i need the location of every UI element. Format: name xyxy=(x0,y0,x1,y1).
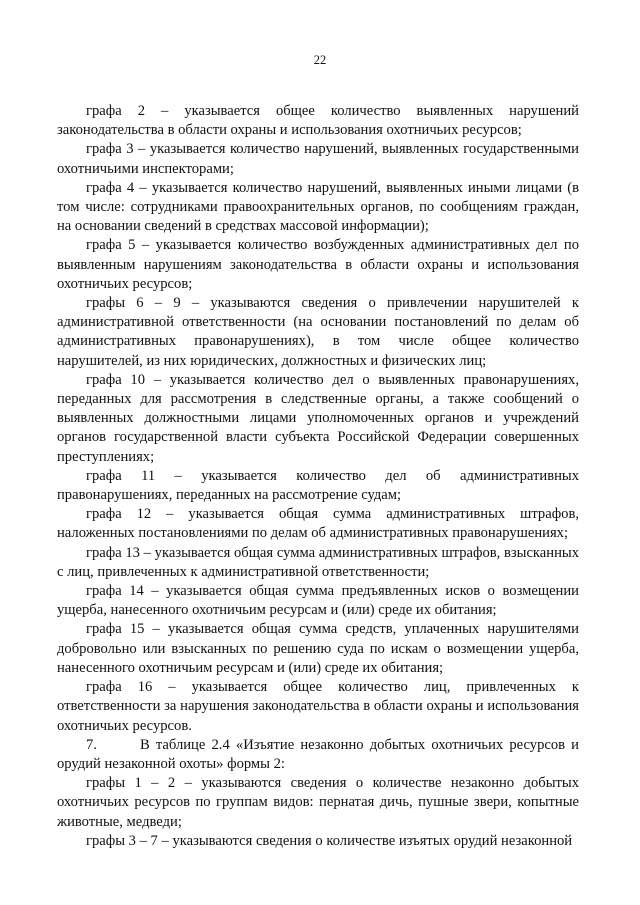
paragraph-graph-15: графа 15 – указывается общая сумма средств, уплаченных нарушителями добровольно или взысканных по решению суда по искам о возмещении ущерба, нанесенного охотничьим ресурсам и (или) среде их обитания; xyxy=(57,621,579,676)
document-body xyxy=(57,102,579,851)
paragraph-graphs-6-9: графы 6 – 9 – указываются сведения о привлечении нарушителей к административной ответственности (на основании постановлений по делам об административных правонарушениях), в том числе общее количество нарушителей, из них юридических, должностных и физических лиц; xyxy=(57,295,579,369)
paragraph-graph-4: графа 4 – указывается количество нарушений, выявленных иными лицами (в том числе: сотрудниками правоохранительных органов, по сообщениям граждан, на основании сведений в средствах массовой информации); xyxy=(57,179,579,235)
page-number: 22 xyxy=(313,53,327,67)
section-7-heading: 7. В таблице 2.4 «Изъятие незаконно добытых охотничьих ресурсов и орудий незаконной охоты» формы 2: xyxy=(57,736,579,772)
paragraph-graph-3: графа 3 – указывается количество нарушений, выявленных государственными охотничьими инспекторами; xyxy=(57,141,579,177)
paragraph-graph-14: графа 14 – указывается общая сумма предъявленных исков о возмещении ущерба, нанесенного охотничьим ресурсам и (или) среде их обитания; xyxy=(57,583,579,619)
paragraph-graph-10: графа 10 – указывается количество дел о выявленных правонарушениях, переданных для рассмотрения в следственные органы, а также сообщений о выявленных должностными лицами уполномоченных органов и учреждений органов государственной власти субъекта Российской Федерации совершенных преступлениях; xyxy=(57,371,579,465)
paragraph-graph-12: графа 12 – указывается общая сумма административных штрафов, наложенных постановлениями по делам об административных правонарушениях; xyxy=(57,506,579,542)
paragraph-graph-16: графа 16 – указывается общее количество лиц, привлеченных к ответственности за нарушения законодательства в области охраны и использования охотничьих ресурсов. xyxy=(57,679,579,734)
paragraph-graph-5: графа 5 – указывается количество возбужденных административных дел по выявленным нарушениям законодательства в области охраны и использования охотничьих ресурсов; xyxy=(57,237,579,292)
paragraph-graphs-3-7: графы 3 – 7 – указываются сведения о количестве изъятых орудий незаконной xyxy=(86,832,573,849)
paragraph-graph-11: графа 11 – указывается количество дел об административных правонарушениях, переданных на рассмотрение судам; xyxy=(57,467,579,504)
paragraph-graph-13: графа 13 – указывается общая сумма административных штрафов, взысканных с лиц, привлеченных к административной ответственности; xyxy=(57,544,579,580)
paragraph-graph-2: графа 2 – указывается общее количество выявленных нарушений законодательства в области охраны и использования охотничьих ресурсов; xyxy=(57,103,579,139)
paragraph-graphs-1-2: графы 1 – 2 – указываются сведения о количестве незаконно добытых охотничьих ресурсов по группам видов: пернатая дичь, пушные звери, копытные животные, медведи; xyxy=(57,775,579,830)
